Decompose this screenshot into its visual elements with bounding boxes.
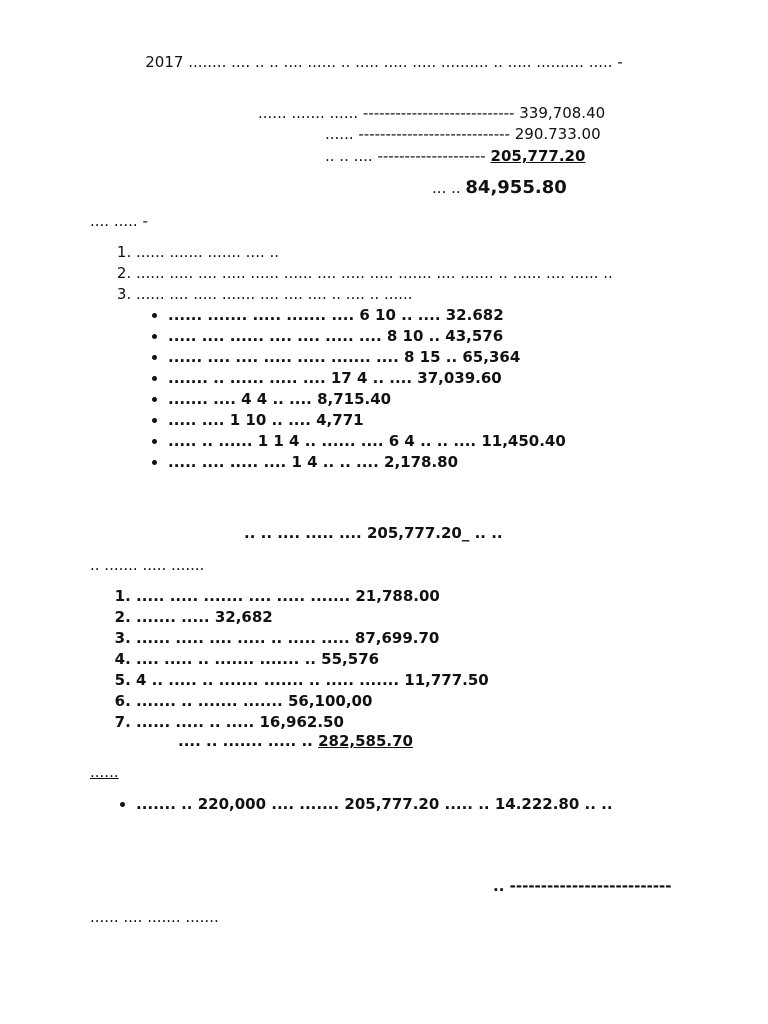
- sublist-item: • ....... .... 4 4 .. .... 8,715.40: [168, 389, 724, 410]
- footer-text: ...... .... ....... .......: [90, 908, 219, 926]
- list-item: • ....... .. 220,000 .... ....... 205,777.20 ..... .. 14.222.80 .. ..: [136, 794, 724, 815]
- section-2-list: [90, 586, 724, 733]
- list-item: 4. .... ..... .. ....... ....... .. 55,576: [136, 649, 724, 670]
- summary-row-3-label: .. .. ....: [325, 147, 373, 165]
- list-item-text: ...... .... ..... ....... .... .... .... .. .... .. ......: [136, 285, 413, 303]
- section-1-heading: .... ..... -: [90, 212, 148, 230]
- section-1-sublist: [136, 305, 724, 473]
- document-title: 2017 ........ .... .. .. .... ...... .. ..... ..... ..... .......... .. ..... .......... ..... -: [145, 53, 623, 71]
- summary-total-value: 84,955.80: [465, 177, 567, 198]
- summary-row-1: [258, 104, 605, 122]
- signature-dashes: --------------------------: [509, 877, 672, 895]
- list-item: 1. ...... ....... ....... .... ..: [136, 242, 724, 263]
- section-2-heading: .. ....... ..... .......: [90, 556, 205, 574]
- section-2-total-label: .... .. ....... ..... ..: [178, 732, 313, 750]
- summary-row-2: [325, 125, 601, 143]
- section-3-heading: ......: [90, 763, 119, 781]
- summary-row-3-dashes: --------------------: [377, 147, 486, 165]
- sublist-item: • ..... .. ...... 1 1 4 .. ...... .... 6 4 .. .. .... 11,450.40: [168, 431, 724, 452]
- list-item: 2. ...... ..... .... ..... ...... ...... .... ..... ..... ....... .... ....... .. ...... .... ...... ..: [136, 263, 724, 284]
- list-item: 2. ....... ..... 32,682: [136, 607, 724, 628]
- list-item: 1. ..... ..... ....... .... ..... ....... 21,788.00: [136, 586, 724, 607]
- list-item: 3. ...... ..... .... ..... .. ..... ..... 87,699.70: [136, 628, 724, 649]
- signature-label: ..: [493, 877, 505, 895]
- sublist-item: • ..... .... 1 10 .. .... 4,771: [168, 410, 724, 431]
- summary-row-3: [325, 147, 585, 165]
- section-2-total: [178, 732, 413, 750]
- section-1-total: .. .. .... ..... .... 205,777.20_ .. ..: [244, 524, 503, 542]
- summary-total-label: ... ..: [432, 179, 461, 197]
- summary-total: [432, 177, 567, 198]
- list-item: 7. ...... ..... .. ..... 16,962.50: [136, 712, 724, 733]
- sublist-item: • ...... ....... ..... ....... .... 6 10 .. .... 32.682: [168, 305, 724, 326]
- section-3-list: [90, 794, 724, 815]
- sublist-item: • ...... .... .... ..... ..... ....... .... 8 15 .. 65,364: [168, 347, 724, 368]
- summary-row-1-value: 339,708.40: [519, 104, 606, 122]
- summary-row-2-label: ......: [325, 125, 354, 143]
- summary-row-2-dashes: ----------------------------: [358, 125, 510, 143]
- sublist-item: • ..... .... ...... .... .... ..... .... 8 10 .. 43,576: [168, 326, 724, 347]
- summary-row-1-dashes: ----------------------------: [362, 104, 515, 122]
- list-item: 5. 4 .. ..... .. ....... ....... .. ..... ....... 11,777.50: [136, 670, 724, 691]
- sublist-item: • ..... .... ..... .... 1 4 .. .. .... 2,178.80: [168, 452, 724, 473]
- summary-row-1-label: ...... ....... ......: [258, 104, 359, 122]
- list-item: 6. ....... .. ....... ....... 56,100,00: [136, 691, 724, 712]
- summary-row-2-value: 290.733.00: [514, 125, 601, 143]
- summary-row-3-value: 205,777.20: [490, 147, 586, 165]
- list-item: [136, 284, 724, 473]
- section-2-total-value: 282,585.70: [318, 732, 413, 750]
- sublist-item: • ....... .. ...... ..... .... 17 4 .. .... 37,039.60: [168, 368, 724, 389]
- signature-line: [493, 877, 672, 895]
- section-1-list: [90, 242, 724, 473]
